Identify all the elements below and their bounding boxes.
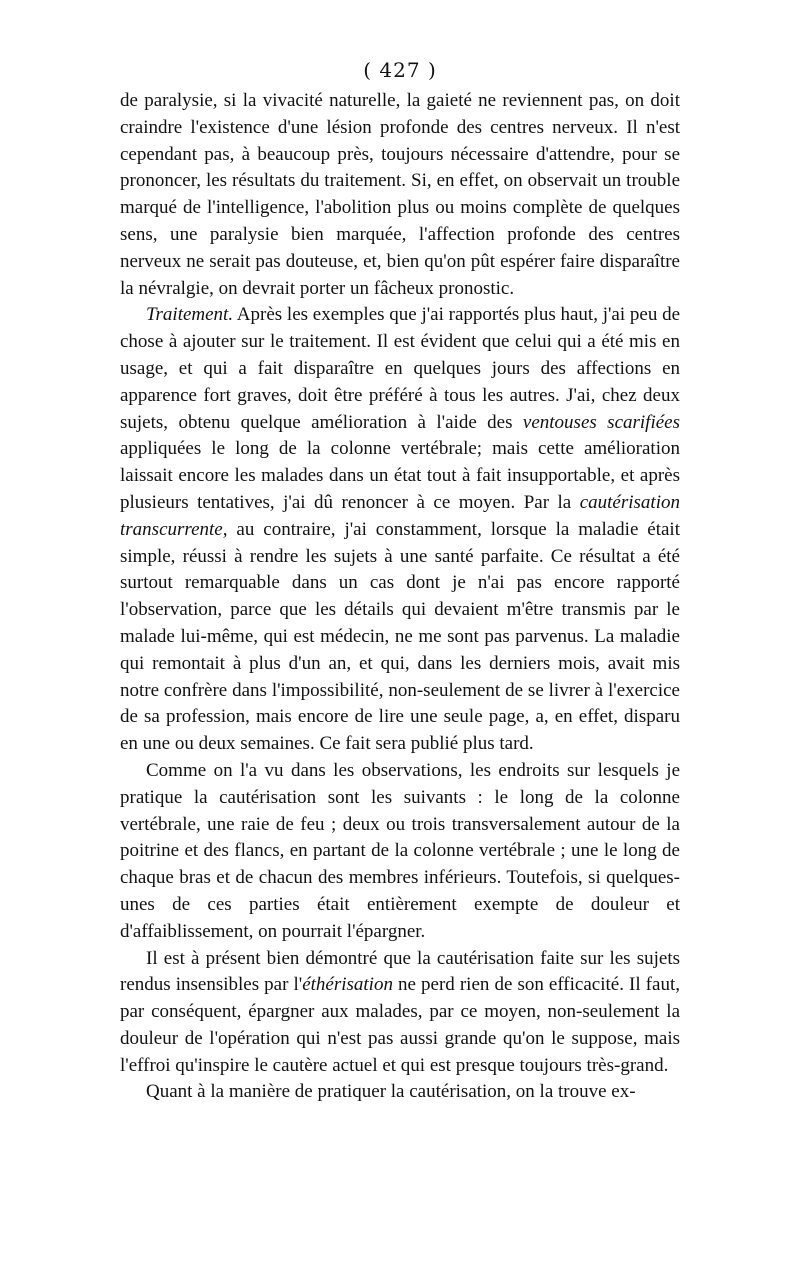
body-text — [120, 88, 680, 1106]
paragraph-3-text: Comme on l'a vu dans les observations, les endroits sur lesquels je pratique la cautérisation sont les suivants : le long de la colonne vertébrale, une raie de feu ; deux ou trois transversalement autour de la poitrine et des flancs, en partant de la colonne vertébrale ; une le long de chaque bras et de chacun des membres inférieurs. Toutefois, si quelques-unes de ces parties était entièrement exempte de douleur et d'affaiblissement, on pourrait l'épargner. — [120, 759, 680, 942]
term-etherisation: éthérisation — [302, 974, 393, 996]
paragraph-5-text: Quant à la manière de pratiquer la cautérisation, on la trouve ex- — [146, 1081, 636, 1103]
paragraph-1-text: de paralysie, si la vivacité naturelle, la gaieté ne reviennent pas, on doit craindre l'existence d'une lésion profonde des centres nerveux. Il n'est cependant pas, à beaucoup près, toujours nécessaire d'attendre, pour se prononcer, les résultats du traitement. Si, en effet, on observait un trouble marqué de l'intelligence, l'abolition plus ou moins complète de quelques sens, une paralysie bien marquée, l'affection profonde des centres nerveux ne serait pas douteuse, et, bien qu'on pût espérer faire disparaître la névralgie, on devrait porter un fâcheux pronostic. — [120, 90, 680, 299]
section-heading-traitement: Traitement. — [146, 304, 234, 326]
paragraph-2-text-c: au contraire, j'ai constamment, lorsque la maladie était simple, réussi à rendre les sujets à une santé parfaite. Ce résultat a été surtout remarquable dans un cas dont je n'ai pas encore rapporté l'observation, parce que les détails qui devaient m'être transmis par le malade lui-même, qui est médecin, ne me sont pas parvenus. La maladie qui remontait à plus d'un an, et qui, dans les derniers mois, avait mis notre confrère dans l'impossibilité, non-seulement de se livrer à l'exercice de sa profession, mais encore de lire une seule page, a, en effet, disparu en une ou deux semaines. Ce fait sera publié plus tard. — [120, 518, 680, 755]
paragraph-2-text-b: appliquées le long de la colonne vertébrale; mais cette amélioration laissait encore les malades dans un état tout à fait insupportable, et après plusieurs tentatives, j'ai dû renoncer à ce moyen. Par la — [120, 438, 680, 513]
page-number: ( 427 ) — [363, 58, 437, 82]
paragraph-5 — [120, 1079, 680, 1106]
paragraph-treatment — [120, 302, 680, 758]
paragraph-4 — [120, 946, 680, 1080]
term-cauterisation-transcurrente: cautérisation transcurrente, — [120, 491, 680, 540]
paragraph-2-text-a: Après les exemples que j'ai rapportés plus haut, j'ai peu de chose à ajouter sur le traitement. Il est évident que celui qui a été mis en usage, et qui a fait disparaître en quelques jours des affections en apparence fort graves, doit être préféré à tous les autres. J'ai, chez deux sujets, obtenu quelque amélioration à l'aide des — [120, 304, 680, 433]
paragraph-4-text-a: Il est à présent bien démontré que la cautérisation faite sur les sujets rendus insensibles par l' — [120, 947, 680, 996]
paragraph-3 — [120, 758, 680, 946]
paragraph-1 — [120, 88, 680, 302]
paragraph-4-text-b: ne perd rien de son efficacité. Il faut, par conséquent, épargner aux malades, par ce moyen, non-seulement la douleur de l'opération qui n'est pas aussi grande qu'on le suppose, mais l'effroi qu'inspire le cautère actuel et qui est presque toujours très-grand. — [120, 974, 680, 1076]
term-ventouses-scarifiees: ventouses scarifiées — [522, 411, 681, 433]
